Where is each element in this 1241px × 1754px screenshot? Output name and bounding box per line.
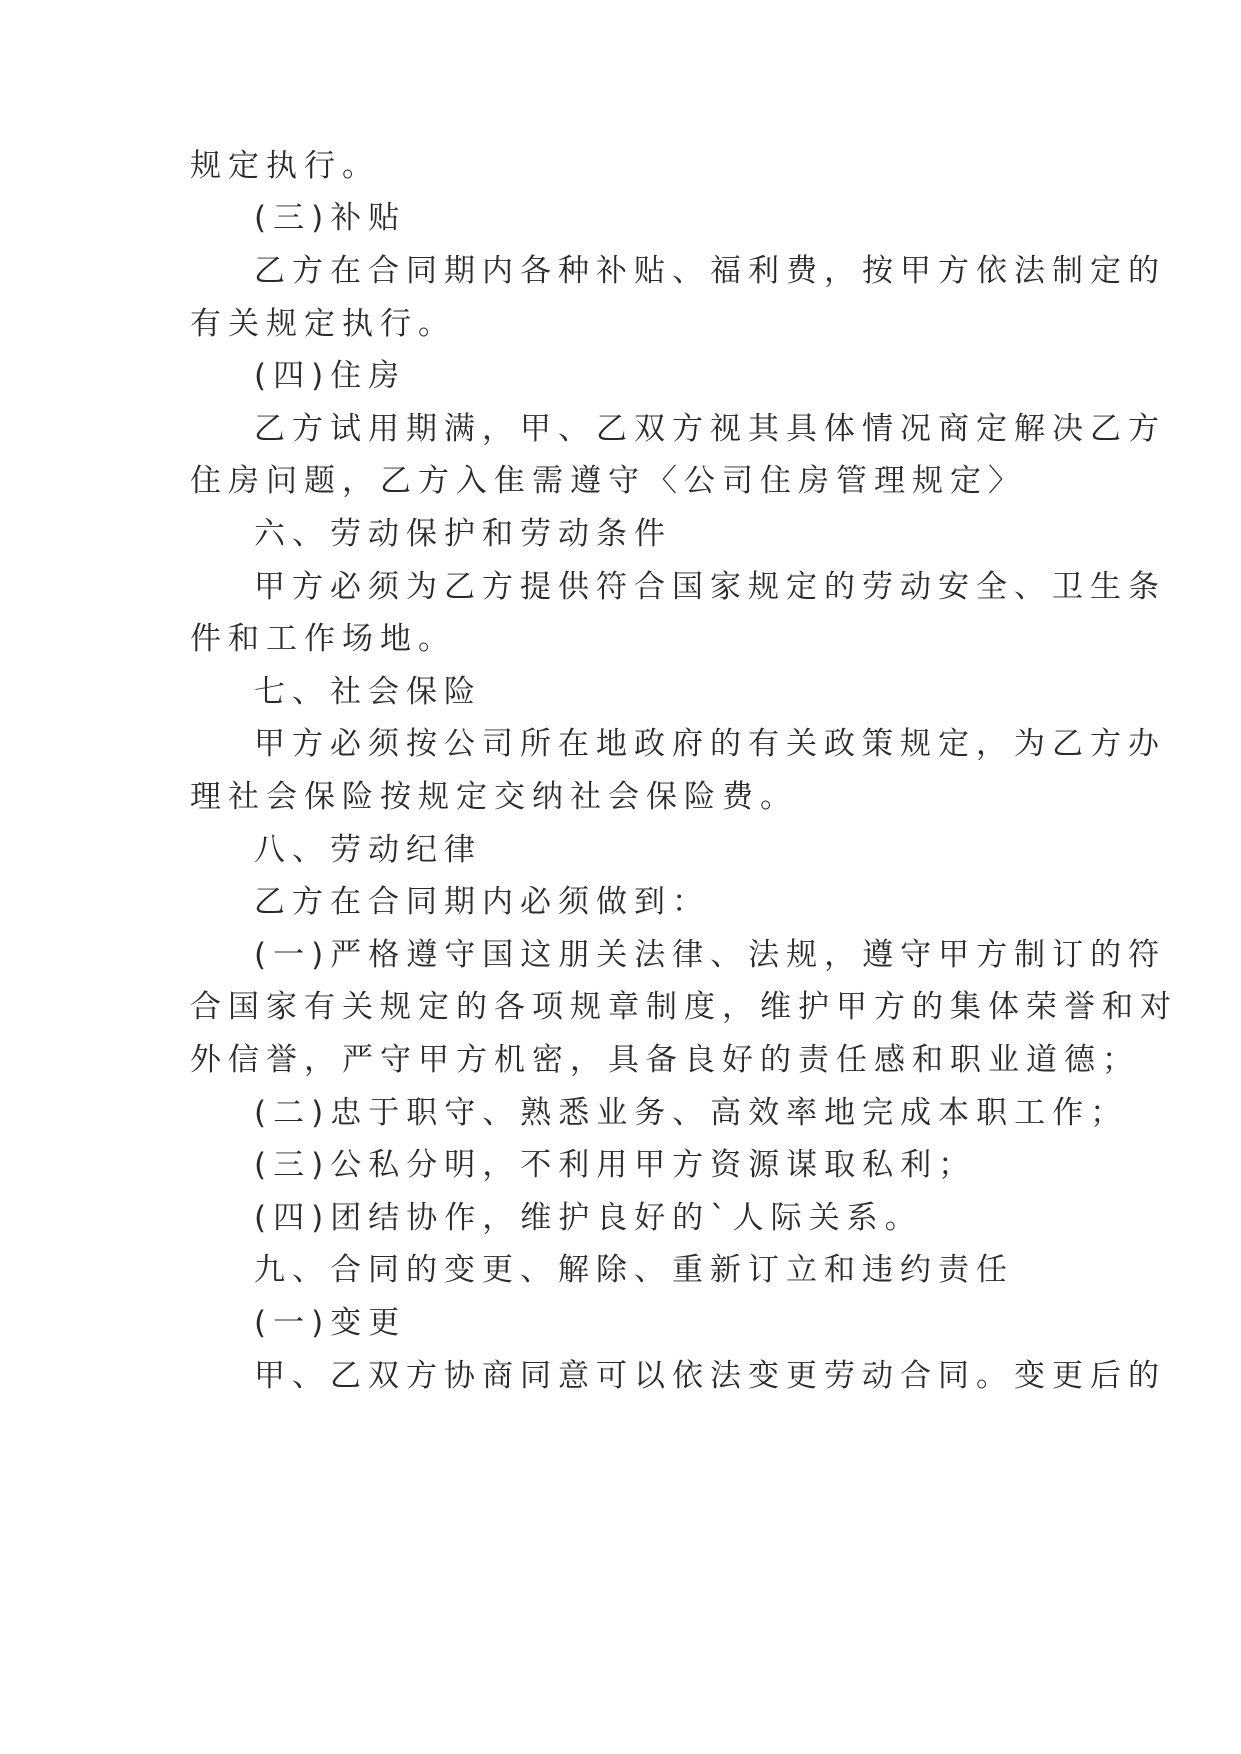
text-line: 甲、乙双方协商同意可以依法变更劳动合同。变更后的 xyxy=(254,1358,1166,1394)
text-line: 乙方在合同期内必须做到： xyxy=(254,884,710,920)
section-heading: 九、合同的变更、解除、重新订立和违约责任 xyxy=(254,1252,1014,1288)
text-line: 乙方试用期满，甲、乙双方视其具体情况商定解决乙方 xyxy=(254,411,1166,447)
text-line: 合国家有关规定的各项规章制度，维护甲方的集体荣誉和对 xyxy=(190,989,1178,1025)
section-heading: 七、社会保险 xyxy=(254,674,482,710)
subheading: (三)补贴 xyxy=(254,200,407,236)
subheading: (一)变更 xyxy=(254,1305,407,1341)
text-line: 有关规定执行。 xyxy=(190,306,456,342)
list-item: (一)严格遵守国这朋关法律、法规，遵守甲方制订的符 xyxy=(254,937,1167,973)
text-line: 规定执行。 xyxy=(190,148,380,184)
text-line: 外信誉，严守甲方机密，具备良好的责任感和职业道德； xyxy=(190,1042,1140,1078)
text-line: 甲方必须为乙方提供符合国家规定的劳动安全、卫生条 xyxy=(254,569,1166,605)
list-item: (四)团结协作，维护良好的`人际关系。 xyxy=(254,1200,923,1236)
subheading: (四)住房 xyxy=(254,358,407,394)
text-line: 住房问题，乙方入隹需遵守〈公司住房管理规定〉 xyxy=(190,463,1026,499)
text-line: 理社会保险按规定交纳社会保险费。 xyxy=(190,779,798,815)
text-line: 甲方必须按公司所在地政府的有关政策规定，为乙方办 xyxy=(254,726,1166,762)
section-heading: 六、劳动保护和劳动条件 xyxy=(254,516,672,552)
section-heading: 八、劳动纪律 xyxy=(254,832,482,868)
list-item: (三)公私分明，不利用甲方资源谋取私利； xyxy=(254,1147,977,1183)
list-item: (二)忠于职守、熟悉业务、高效率地完成本职工作； xyxy=(254,1095,1129,1131)
text-line: 乙方在合同期内各种补贴、福利费，按甲方依法制定的 xyxy=(254,253,1166,289)
text-line: 件和工作场地。 xyxy=(190,621,456,657)
